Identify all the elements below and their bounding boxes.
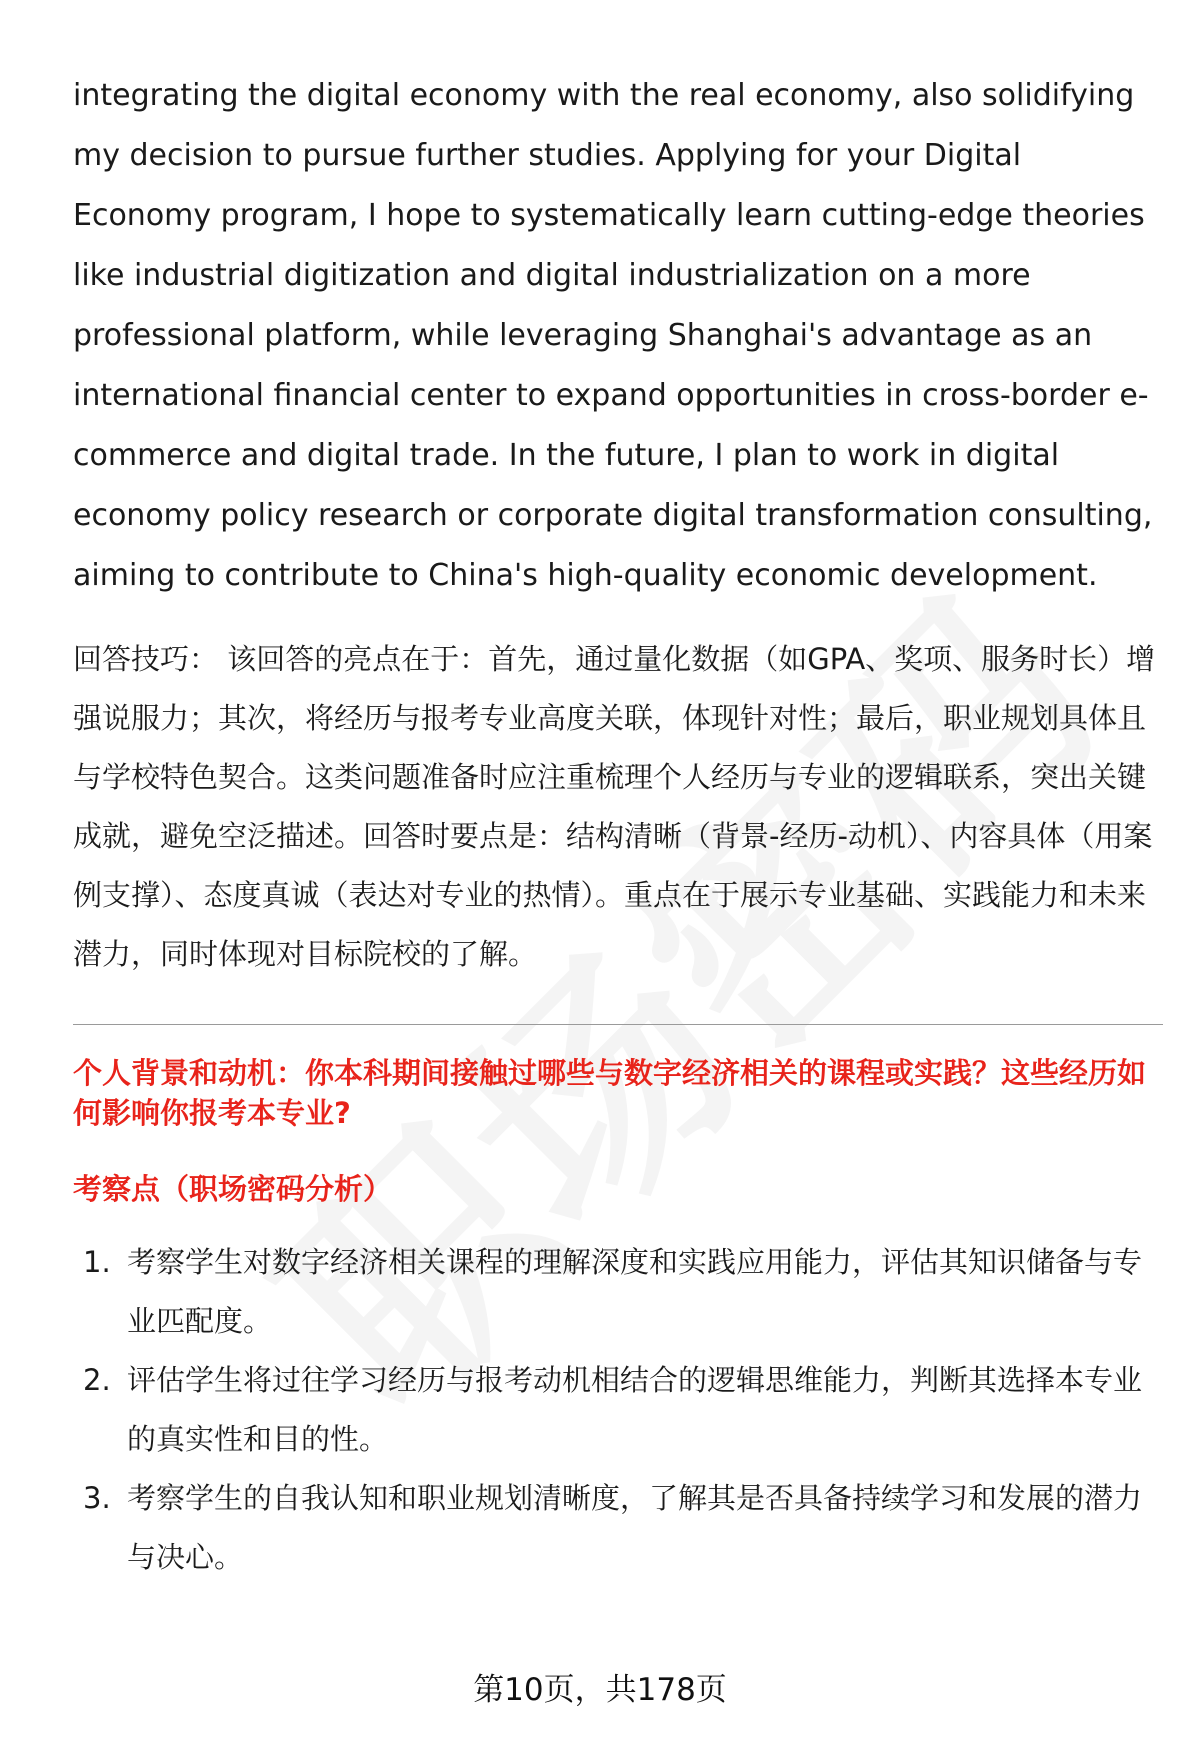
list-item	[73, 1233, 1163, 1351]
list-item-number: 1.	[83, 1245, 111, 1279]
page-content	[73, 66, 1163, 1587]
list-item	[73, 1469, 1163, 1587]
english-paragraph: integrating the digital economy with the real economy, also solidifying my decision to pursue further studies. Applying for your Digital Economy program, I hope to systematically learn cutting-edge theories like industrial digitization and digital industrialization on a more professional platform, while leveraging Shanghai's advantage as an international financial center to expand opportunities in cross-border e-commerce and digital trade. In the future, I plan to work in digital economy policy research or corporate digital transformation consulting, aiming to contribute to China's high-quality economic development.	[73, 78, 1153, 593]
list-item-text: 评估学生将过往学习经历与报考动机相结合的逻辑思维能力，判断其选择本专业的真实性和目的性。	[127, 1363, 1143, 1456]
section-divider	[73, 1024, 1163, 1025]
assessment-heading: 考察点（职场密码分析）	[73, 1172, 393, 1206]
tips-paragraph: 回答技巧： 该回答的亮点在于：首先，通过量化数据（如GPA、奖项、服务时长）增强说服力；其次，将经历与报考专业高度关联，体现针对性；最后，职业规划具体且与学校特色契合。这类问题准备时应注重梳理个人经历与专业的逻辑联系，突出关键成就，避免空泛描述。回答时要点是：结构清晰（背景-经历-动机）、内容具体（用案例支撑）、态度真诚（表达对专业的热情）。重点在于展示专业基础、实践能力和未来潜力，同时体现对目标院校的了解。	[73, 642, 1156, 971]
assessment-list	[73, 1233, 1163, 1587]
list-item-number: 3.	[83, 1481, 111, 1515]
list-item-text: 考察学生对数字经济相关课程的理解深度和实践应用能力，评估其知识储备与专业匹配度。	[127, 1245, 1143, 1338]
list-item	[73, 1351, 1163, 1469]
page-number: 第10页，共178页	[473, 1672, 727, 1708]
question-heading: 个人背景和动机：你本科期间接触过哪些与数字经济相关的课程或实践？这些经历如何影响你报考本专业?	[73, 1056, 1147, 1130]
list-item-number: 2.	[83, 1363, 111, 1397]
list-item-text: 考察学生的自我认知和职业规划清晰度，了解其是否具备持续学习和发展的潜力与决心。	[127, 1481, 1143, 1574]
